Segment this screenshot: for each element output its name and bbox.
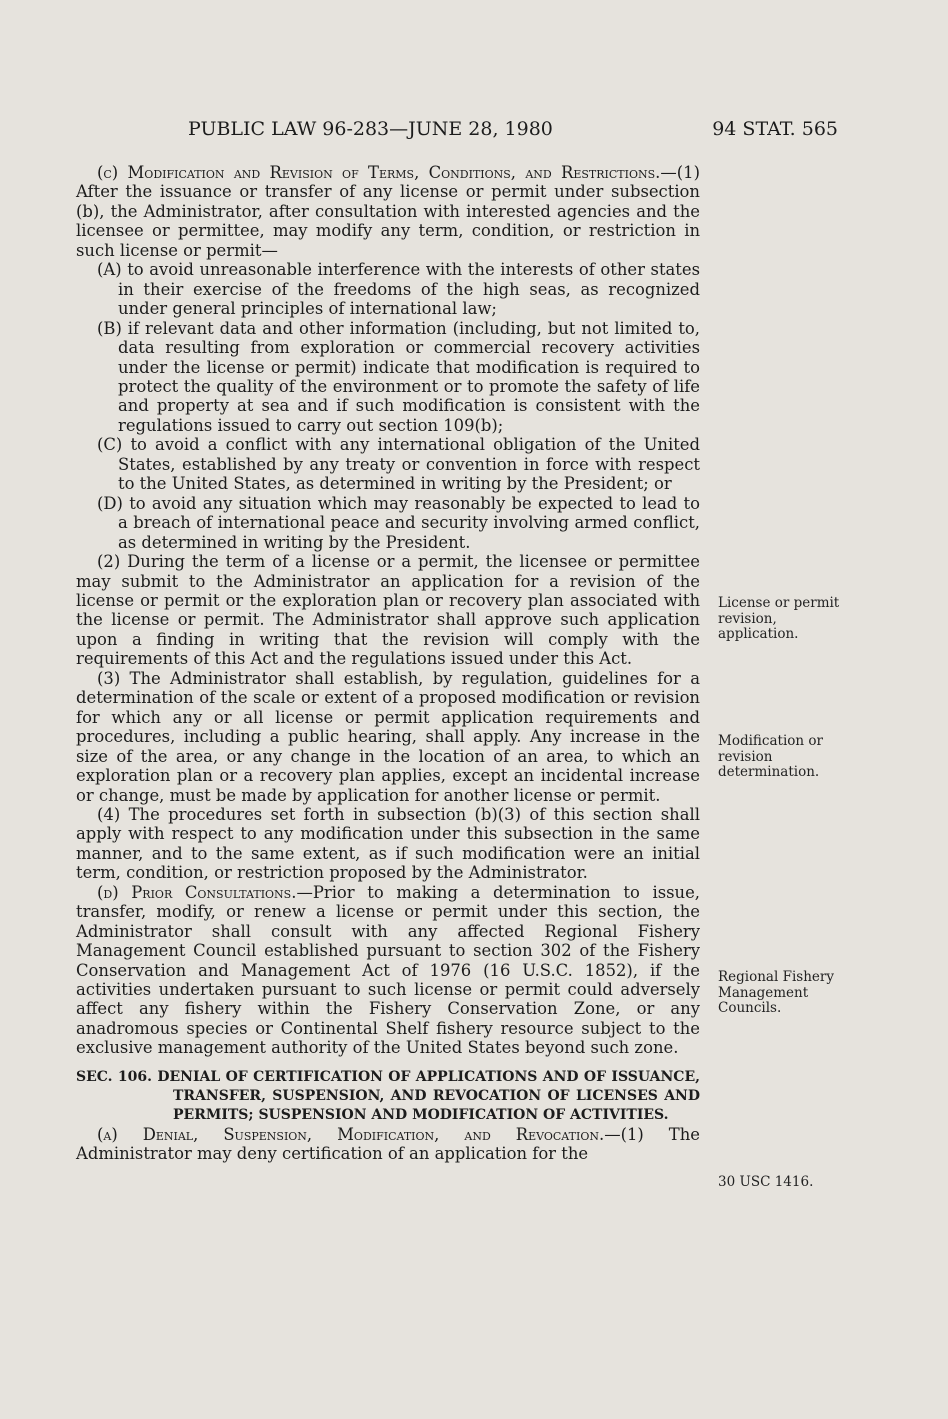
section-106-heading — [76, 1068, 700, 1125]
subsection-d — [76, 883, 700, 1058]
subsection-a-text: —(1) The Administrator may deny certification of an application for the — [76, 1124, 700, 1164]
paragraph-3: (3) The Administrator shall establish, by regulation, guidelines for a determination of the scale or extent of a proposed modification or revision for which any or all license or permit application requirements and procedures, including a public hearing, shall apply. Any increase in the size of the area, or any change in the location of an area, to which an exploration plan or a recovery plan applies, except an incidental increase or change, must be made by application for another license or permit. — [76, 668, 700, 805]
subsection-d-heading: (d) Prior Consultations. — [97, 882, 297, 902]
section-number: SEC. 106. — [76, 1068, 153, 1085]
subsection-c-heading: (c) Modification and Revision of Terms, Conditions, and Restrictions. — [97, 163, 661, 182]
paragraph-4: (4) The procedures set forth in subsection (b)(3) of this section shall apply with respect to any modification under this subsection in the same manner, and to the same extent, as if such modification were an initial term, condition, or restriction proposed by the Administrator. — [76, 804, 700, 883]
clause-d: (D) to avoid any situation which may reasonably be expected to lead to a breach of international peace and security involving armed conflict, as determined in writing by the President. — [97, 493, 700, 552]
page-header — [188, 118, 838, 146]
clause-b: (B) if relevant data and other information (including, but not limited to, data resulting from exploration or commercial recovery activities under the license or permit) indicate that modification is required to protect the quality of the environment or to promote the safety of life and property at sea and if such modification is consistent with the regulations issued to carry out section 109(b); — [97, 318, 700, 435]
subsection-c-text: —(1) After the issuance or transfer of any license or permit under subsection (b), the Administrator, after consultation with interested agencies and the licensee or permittee, may modify any term, condition, or restriction in such license or permit— — [76, 163, 700, 260]
margin-note-license-revision: License or permit revision, application. — [718, 595, 840, 642]
subsection-a-heading: (a) Denial, Suspension, Modification, and Revocation. — [97, 1124, 605, 1144]
document-body — [76, 163, 700, 1164]
subsection-a — [76, 1125, 700, 1164]
paragraph-2: (2) During the term of a license or a permit, the licensee or permittee may submit to the Administrator an application for a revision of the license or permit or the exploration plan or recovery plan associated with the license or permit. The Administrator shall approve such application upon a finding in writing that the revision will comply with the requirements of this Act and the regulations issued under this Act. — [76, 552, 700, 669]
margin-note-fishery-councils: Regional Fishery Management Councils. — [718, 969, 834, 1016]
subsection-d-text: —Prior to making a determination to issue, transfer, modify, or renew a license or permit under this section, the Administrator shall consult with any affected Regional Fishery Management Council established pursuant to section 302 of the Fishery Conservation and Management Act of 1976 (16 U.S.C. 1852), if the activities undertaken pursuant to such license or permit could adversely affect any fishery within the Fishery Conservation Zone, or any anadromous species or Continental Shelf fishery resource subject to the exclusive management authority of the United States beyond such zone. — [76, 882, 700, 1058]
margin-note-usc-citation: 30 USC 1416. — [718, 1174, 814, 1190]
margin-note-modification-determination: Modification or revision determination. — [718, 733, 823, 780]
section-title: DENIAL OF CERTIFICATION OF APPLICATIONS AND OF ISSUANCE, TRANSFER, SUSPENSION, AND REVOCATION OF LICENSES AND PERMITS; SUSPENSION AND MODIFICATION OF ACTIVITIES. — [157, 1068, 700, 1123]
clause-a: (A) to avoid unreasonable interference with the interests of other states in their exercise of the freedoms of the high seas, as recognized under general principles of international law; — [97, 260, 700, 319]
subsection-c — [76, 163, 700, 260]
header-title: PUBLIC LAW 96-283—JUNE 28, 1980 — [188, 118, 553, 140]
statute-page-number: 94 STAT. 565 — [712, 118, 838, 140]
clause-c: (C) to avoid a conflict with any international obligation of the United States, established by any treaty or convention in force with respect to the United States, as determined in writing by the President; or — [97, 435, 700, 494]
